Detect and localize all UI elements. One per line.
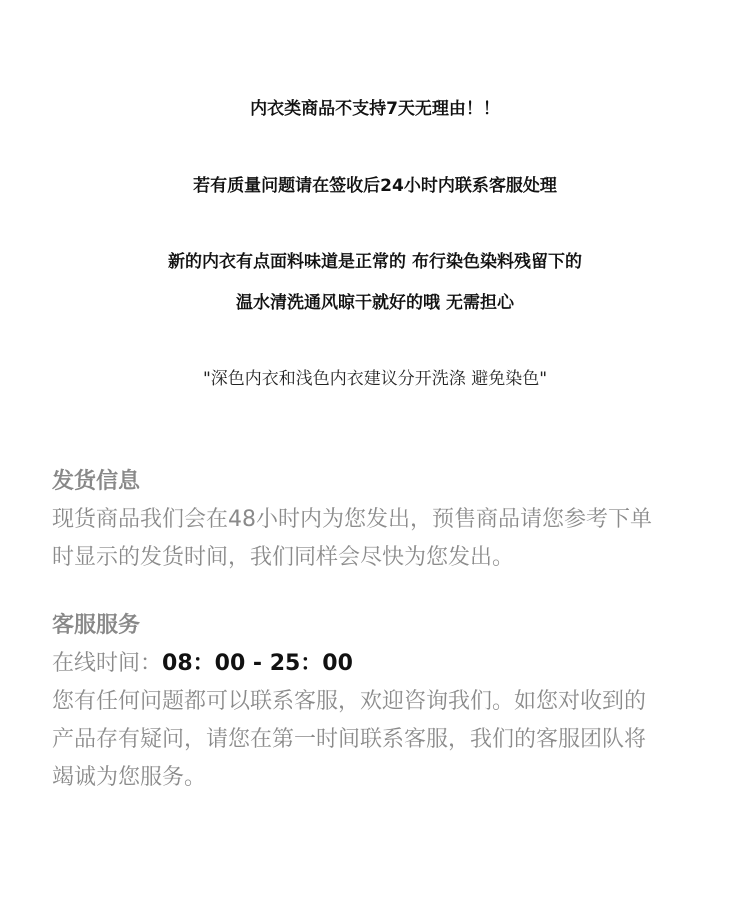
shipping-line: 现货商品我们会在48小时内为您发出，预售商品请您参考下单 <box>52 507 652 532</box>
service-line: 产品存有疑问，请您在第一时间联系客服，我们的客服团队将 <box>52 727 647 752</box>
notice-smell: 新的内衣有点面料味道是正常的 布行染色染料残留下的 <box>168 252 582 272</box>
shipping-line: 时显示的发货时间，我们同样会尽快为您发出。 <box>52 545 515 570</box>
service-hours-label: 在线时间： <box>52 651 163 676</box>
service-section <box>52 607 712 797</box>
service-line: 您有任何问题都可以联系客服，欢迎咨询我们。如您对收到的 <box>52 689 647 714</box>
service-line: 竭诚为您服务。 <box>52 765 207 790</box>
shipping-section <box>52 463 712 577</box>
service-title: 客服服务 <box>52 613 141 638</box>
service-hours <box>52 645 712 683</box>
service-hours-value: 08：00 - 25：00 <box>162 651 353 676</box>
notice-wash: 温水清洗通风晾干就好的哦 无需担心 <box>236 293 514 313</box>
notice-no-return: 内衣类商品不支持7天无理由！！ <box>250 99 500 119</box>
shipping-title: 发货信息 <box>52 469 141 494</box>
notice-quality: 若有质量问题请在签收后24小时内联系客服处理 <box>193 176 557 196</box>
notice-separate-wash: "深色内衣和浅色内衣建议分开洗涤 避免染色" <box>202 369 548 389</box>
